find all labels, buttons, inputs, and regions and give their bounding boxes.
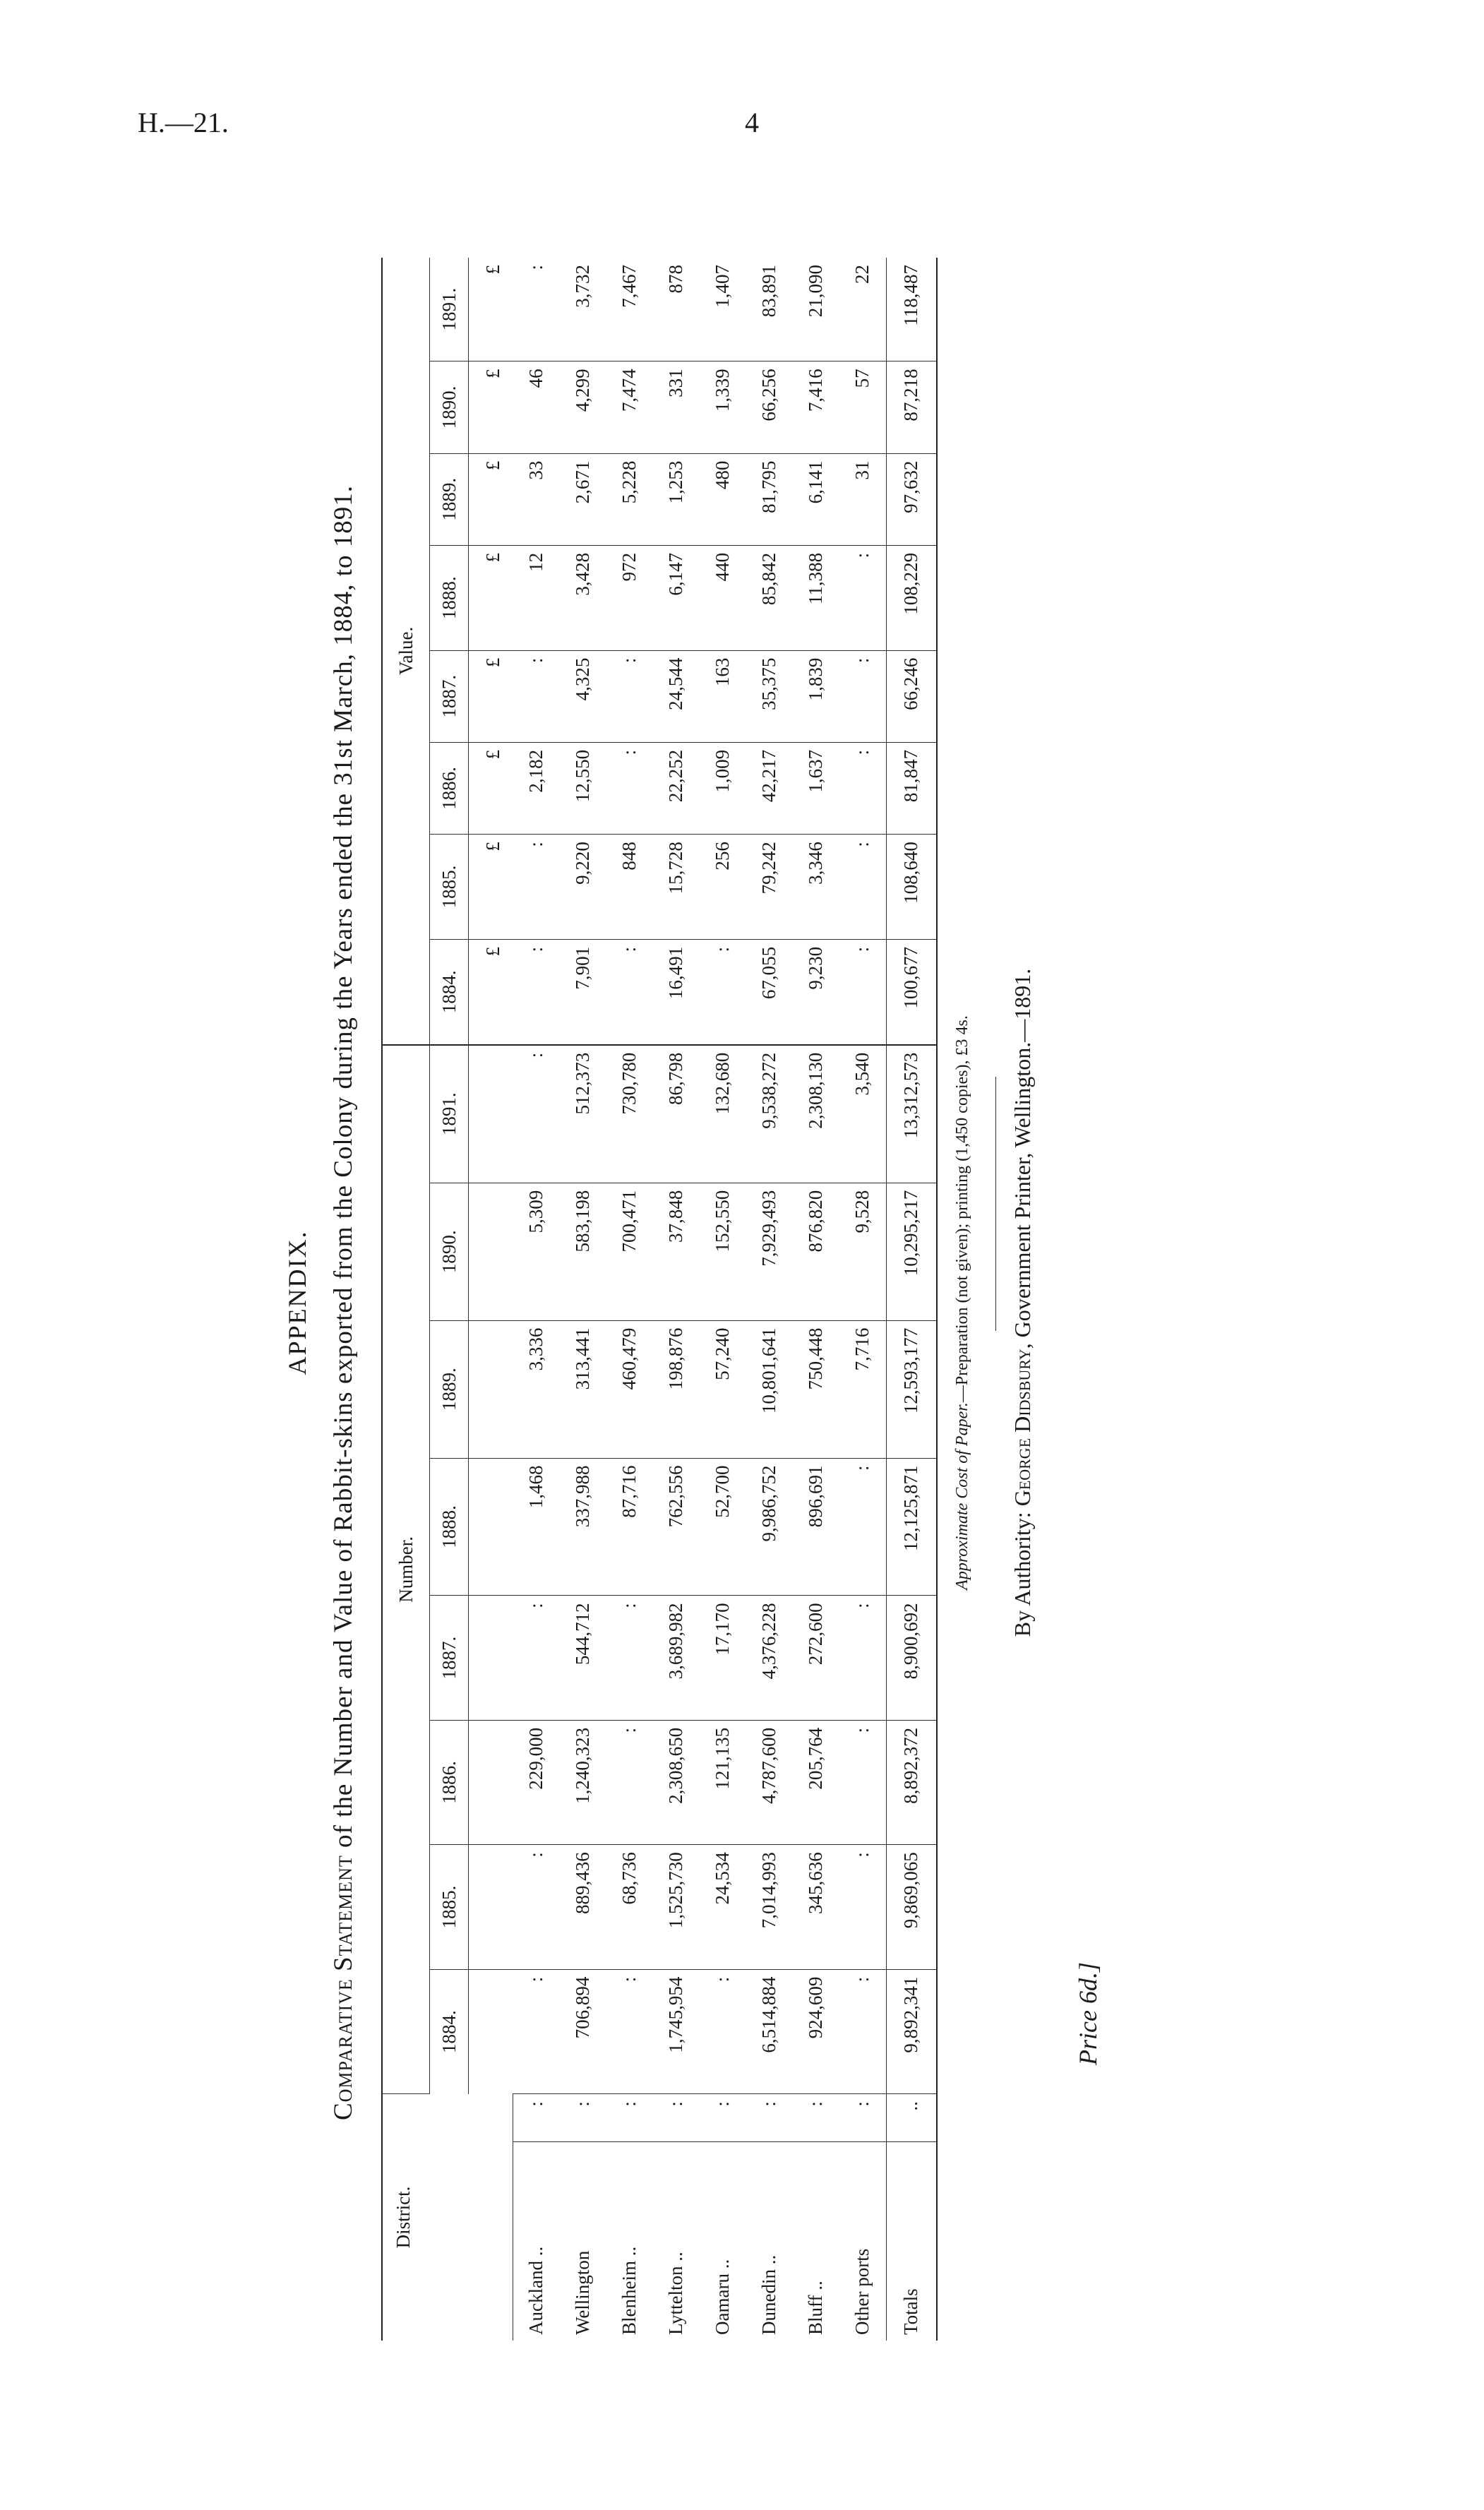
- value-year-header: 1885.: [430, 835, 469, 940]
- district-leader: :: [653, 2094, 700, 2142]
- value-cell: 21,090: [793, 258, 839, 361]
- number-cell: 5,309: [513, 1183, 560, 1320]
- page-header: [138, 106, 759, 148]
- number-cell: :: [839, 1458, 887, 1596]
- value-cell: :: [513, 835, 560, 940]
- number-cell: 24,534: [700, 1845, 746, 1969]
- value-cell: 6,141: [793, 453, 839, 545]
- table-row: [839, 258, 887, 2341]
- total-value-cell: 100,677: [886, 939, 937, 1044]
- totals-row: [886, 258, 937, 2341]
- rabbit-skins-export-table: [381, 258, 938, 2341]
- statement-title: [328, 173, 359, 2432]
- cost-note-plain: —Preparation (not given); printing (1,450 copies), £3 4s.: [953, 1015, 971, 1403]
- number-cell: 896,691: [793, 1458, 839, 1596]
- statement-title-lead: Comparative Statement: [329, 1855, 358, 2121]
- value-unit-cell: £: [469, 361, 513, 453]
- value-year-header: 1889.: [430, 453, 469, 545]
- value-cell: :: [513, 258, 560, 361]
- total-number-cell: 12,593,177: [886, 1320, 937, 1458]
- total-value-cell: 87,218: [886, 361, 937, 453]
- authority-line: [1010, 173, 1036, 2432]
- value-cell: 79,242: [746, 835, 793, 940]
- number-cell: 198,876: [653, 1320, 700, 1458]
- number-cell: 1,745,954: [653, 1969, 700, 2093]
- value-unit-cell: £: [469, 453, 513, 545]
- value-cell: :: [606, 650, 653, 742]
- number-cell: :: [839, 1720, 887, 1844]
- number-cell: 889,436: [560, 1845, 606, 1969]
- number-cell: :: [839, 1845, 887, 1969]
- year-header-row: [430, 258, 469, 2341]
- value-cell: 3,428: [560, 545, 606, 650]
- number-cell: :: [513, 1969, 560, 2093]
- value-cell: 7,416: [793, 361, 839, 453]
- district-leader: :: [700, 2094, 746, 2142]
- number-cell: 700,471: [606, 1183, 653, 1320]
- district-leader: :: [560, 2094, 606, 2142]
- number-cell: 876,820: [793, 1183, 839, 1320]
- number-cell: 9,986,752: [746, 1458, 793, 1596]
- value-cell: 7,467: [606, 258, 653, 361]
- table-row: [513, 258, 560, 2341]
- number-cell: 229,000: [513, 1720, 560, 1844]
- number-cell: :: [513, 1045, 560, 1183]
- value-cell: 9,230: [793, 939, 839, 1044]
- number-cell: 7,929,493: [746, 1183, 793, 1320]
- number-unit-cell: [469, 1596, 513, 1720]
- number-cell: 337,988: [560, 1458, 606, 1596]
- value-cell: 15,728: [653, 835, 700, 940]
- number-cell: 10,801,641: [746, 1320, 793, 1458]
- value-cell: 1,637: [793, 742, 839, 834]
- number-cell: :: [513, 1845, 560, 1969]
- value-cell: 42,217: [746, 742, 793, 834]
- number-cell: :: [839, 1969, 887, 2093]
- number-cell: 57,240: [700, 1320, 746, 1458]
- district-name: Blenheim ..: [618, 2246, 640, 2335]
- value-cell: 1,009: [700, 742, 746, 834]
- total-number-cell: 8,900,692: [886, 1596, 937, 1720]
- value-cell: 848: [606, 835, 653, 940]
- number-cell: 3,689,982: [653, 1596, 700, 1720]
- number-cell: 1,240,323: [560, 1720, 606, 1844]
- number-year-header: 1885.: [430, 1845, 469, 1969]
- value-year-header: 1886.: [430, 742, 469, 834]
- number-cell: 1,468: [513, 1458, 560, 1596]
- number-unit-cell: [469, 1320, 513, 1458]
- total-number-cell: 13,312,573: [886, 1045, 937, 1183]
- value-group-header: Value.: [382, 258, 430, 1045]
- value-cell: 6,147: [653, 545, 700, 650]
- price-label: Price 6d.]: [1074, 1962, 1102, 2065]
- report-reference: H.—21.: [138, 107, 229, 138]
- value-cell: 9,220: [560, 835, 606, 940]
- total-value-cell: 81,847: [886, 742, 937, 834]
- district-header: District.: [382, 2094, 513, 2341]
- value-cell: 256: [700, 835, 746, 940]
- number-cell: :: [839, 1596, 887, 1720]
- total-number-cell: 9,892,341: [886, 1969, 937, 2093]
- number-unit-cell: [469, 1045, 513, 1183]
- unit-row: [469, 258, 513, 2341]
- value-cell: 33: [513, 453, 560, 545]
- number-cell: 750,448: [793, 1320, 839, 1458]
- table-row: [746, 258, 793, 2341]
- printer-name: George Didsbury: [1010, 1349, 1035, 1507]
- district-leader: :: [606, 2094, 653, 2142]
- value-unit-cell: £: [469, 939, 513, 1044]
- district-name: Oamaru ..: [712, 2259, 733, 2335]
- value-cell: 878: [653, 258, 700, 361]
- number-year-header: 1888.: [430, 1458, 469, 1596]
- district-name: Bluff ..: [805, 2281, 826, 2335]
- value-cell: :: [839, 742, 887, 834]
- number-cell: 460,479: [606, 1320, 653, 1458]
- value-unit-cell: £: [469, 835, 513, 940]
- number-cell: 512,373: [560, 1045, 606, 1183]
- value-cell: 31: [839, 453, 887, 545]
- value-cell: 3,346: [793, 835, 839, 940]
- total-number-cell: 10,295,217: [886, 1183, 937, 1320]
- number-cell: 3,540: [839, 1045, 887, 1183]
- value-cell: 24,544: [653, 650, 700, 742]
- value-cell: :: [513, 939, 560, 1044]
- value-cell: :: [700, 939, 746, 1044]
- value-cell: 66,256: [746, 361, 793, 453]
- number-cell: 9,528: [839, 1183, 887, 1320]
- number-cell: 762,556: [653, 1458, 700, 1596]
- value-cell: 16,491: [653, 939, 700, 1044]
- number-cell: :: [606, 1596, 653, 1720]
- value-cell: 85,842: [746, 545, 793, 650]
- district-leader: :: [746, 2094, 793, 2142]
- value-cell: 22,252: [653, 742, 700, 834]
- number-cell: 86,798: [653, 1045, 700, 1183]
- value-cell: 7,901: [560, 939, 606, 1044]
- district-name: Dunedin ..: [758, 2254, 779, 2335]
- number-cell: 132,680: [700, 1045, 746, 1183]
- district-name: Auckland ..: [525, 2246, 546, 2335]
- totals-leader: ..: [886, 2094, 937, 2142]
- value-year-header: 1890.: [430, 361, 469, 453]
- authority-prefix: By Authority:: [1010, 1506, 1035, 1637]
- district-leader: :: [793, 2094, 839, 2142]
- number-year-header: 1884.: [430, 1969, 469, 2093]
- value-cell: 480: [700, 453, 746, 545]
- value-year-header: 1891.: [430, 258, 469, 361]
- value-unit-cell: £: [469, 650, 513, 742]
- statement-title-rest: of the Number and Value of Rabbit-skins exported from the Colony during the Years ended the 31st March, 1884, to 1891.: [329, 484, 358, 1855]
- district-leader: :: [839, 2094, 887, 2142]
- value-cell: 2,182: [513, 742, 560, 834]
- value-cell: 57: [839, 361, 887, 453]
- number-unit-cell: [469, 1458, 513, 1596]
- number-cell: 205,764: [793, 1720, 839, 1844]
- number-cell: 121,135: [700, 1720, 746, 1844]
- value-cell: 1,253: [653, 453, 700, 545]
- number-cell: :: [700, 1969, 746, 2093]
- number-unit-cell: [469, 1183, 513, 1320]
- table-row: [793, 258, 839, 2341]
- number-cell: 730,780: [606, 1045, 653, 1183]
- value-cell: 4,299: [560, 361, 606, 453]
- value-cell: :: [606, 742, 653, 834]
- value-cell: 331: [653, 361, 700, 453]
- number-cell: 7,014,993: [746, 1845, 793, 1969]
- value-year-header: 1887.: [430, 650, 469, 742]
- number-year-header: 1890.: [430, 1183, 469, 1320]
- district-name: Lyttelton ..: [665, 2252, 686, 2335]
- value-cell: 22: [839, 258, 887, 361]
- number-cell: 17,170: [700, 1596, 746, 1720]
- number-cell: 2,308,130: [793, 1045, 839, 1183]
- table-row: [653, 258, 700, 2341]
- total-number-cell: 12,125,871: [886, 1458, 937, 1596]
- value-cell: 12: [513, 545, 560, 650]
- number-cell: 345,636: [793, 1845, 839, 1969]
- number-cell: 2,308,650: [653, 1720, 700, 1844]
- value-year-header: 1884.: [430, 939, 469, 1044]
- number-cell: 4,376,228: [746, 1596, 793, 1720]
- number-cell: 7,716: [839, 1320, 887, 1458]
- number-unit-cell: [469, 1720, 513, 1844]
- number-unit-cell: [469, 1969, 513, 2093]
- number-unit-cell: [469, 1845, 513, 1969]
- value-cell: :: [513, 650, 560, 742]
- value-unit-cell: £: [469, 545, 513, 650]
- table-body: [513, 258, 886, 2341]
- value-cell: :: [839, 545, 887, 650]
- district-name: Wellington: [572, 2250, 593, 2335]
- district-leader: :: [513, 2094, 560, 2142]
- rotated-landscape-content: [191, 173, 1447, 2432]
- value-cell: :: [839, 939, 887, 1044]
- value-unit-cell: £: [469, 742, 513, 834]
- value-cell: 11,388: [793, 545, 839, 650]
- value-cell: 1,339: [700, 361, 746, 453]
- number-year-header: 1887.: [430, 1596, 469, 1720]
- number-cell: 9,538,272: [746, 1045, 793, 1183]
- number-cell: :: [606, 1720, 653, 1844]
- value-cell: :: [839, 835, 887, 940]
- number-group-header: Number.: [382, 1045, 430, 2094]
- number-year-header: 1886.: [430, 1720, 469, 1844]
- total-value-cell: 118,487: [886, 258, 937, 361]
- value-cell: 83,891: [746, 258, 793, 361]
- number-cell: :: [513, 1596, 560, 1720]
- appendix-title: APPENDIX.: [283, 1230, 311, 1375]
- number-cell: 37,848: [653, 1183, 700, 1320]
- value-cell: 163: [700, 650, 746, 742]
- number-cell: 1,525,730: [653, 1845, 700, 1969]
- number-cell: 68,736: [606, 1845, 653, 1969]
- total-value-cell: 66,246: [886, 650, 937, 742]
- value-cell: :: [839, 650, 887, 742]
- total-value-cell: 108,229: [886, 545, 937, 650]
- table-row: [700, 258, 746, 2341]
- cost-note: [953, 173, 972, 2432]
- total-number-cell: 9,869,065: [886, 1845, 937, 1969]
- number-year-header: 1889.: [430, 1320, 469, 1458]
- number-cell: 544,712: [560, 1596, 606, 1720]
- cost-note-italic: Approximate Cost of Paper.: [953, 1402, 971, 1590]
- value-cell: :: [606, 939, 653, 1044]
- value-cell: 2,671: [560, 453, 606, 545]
- value-cell: 972: [606, 545, 653, 650]
- value-cell: 440: [700, 545, 746, 650]
- number-year-header: 1891.: [430, 1045, 469, 1183]
- total-value-cell: 97,632: [886, 453, 937, 545]
- number-cell: 152,550: [700, 1183, 746, 1320]
- total-value-cell: 108,640: [886, 835, 937, 940]
- value-cell: 46: [513, 361, 560, 453]
- value-cell: 12,550: [560, 742, 606, 834]
- number-cell: 924,609: [793, 1969, 839, 2093]
- value-cell: 35,375: [746, 650, 793, 742]
- authority-suffix: , Government Printer, Wellington.—1891.: [1010, 968, 1035, 1349]
- number-cell: 706,894: [560, 1969, 606, 2093]
- number-cell: 52,700: [700, 1458, 746, 1596]
- number-cell: 6,514,884: [746, 1969, 793, 2093]
- value-year-header: 1888.: [430, 545, 469, 650]
- number-cell: 583,198: [560, 1183, 606, 1320]
- number-cell: 313,441: [560, 1320, 606, 1458]
- total-number-cell: 8,892,372: [886, 1720, 937, 1844]
- district-name: Other ports: [851, 2248, 873, 2335]
- value-cell: 1,839: [793, 650, 839, 742]
- value-cell: 1,407: [700, 258, 746, 361]
- page-number: 4: [745, 107, 759, 138]
- value-cell: 3,732: [560, 258, 606, 361]
- value-cell: 7,474: [606, 361, 653, 453]
- number-cell: 87,716: [606, 1458, 653, 1596]
- value-cell: 5,228: [606, 453, 653, 545]
- number-cell: 3,336: [513, 1320, 560, 1458]
- table-row: [560, 258, 606, 2341]
- number-cell: :: [606, 1969, 653, 2093]
- value-cell: 4,325: [560, 650, 606, 742]
- table-row: [606, 258, 653, 2341]
- divider-rule: [995, 1077, 996, 1331]
- value-cell: 81,795: [746, 453, 793, 545]
- value-unit-cell: £: [469, 258, 513, 361]
- number-cell: 4,787,600: [746, 1720, 793, 1844]
- value-cell: 67,055: [746, 939, 793, 1044]
- number-cell: 272,600: [793, 1596, 839, 1720]
- totals-label: Totals: [886, 2141, 937, 2341]
